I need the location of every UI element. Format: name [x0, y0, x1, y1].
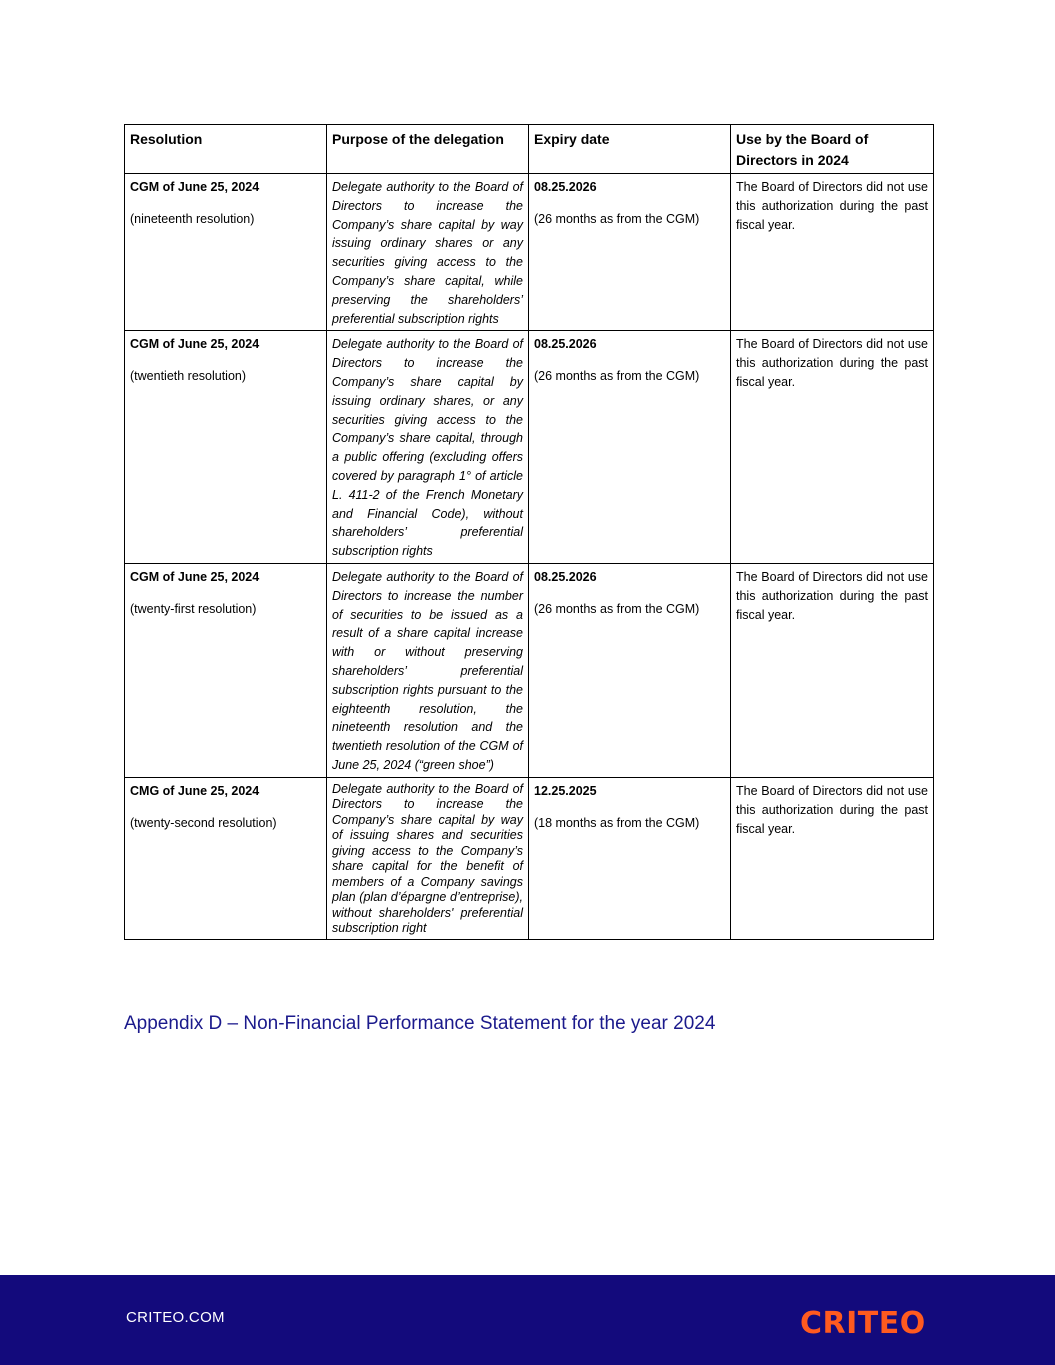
appendix-heading: Appendix D – Non-Financial Performance Statement for the year 2024 — [124, 1013, 716, 1034]
table-row — [125, 331, 934, 564]
purpose-text: Delegate authority to the Board of Directors to increase the Company’s share capital by way of issuing shares and securities giving access to the Company’s share capital for the benefit of members of a Company savings plan (plan d’épargne d’entreprise), without shareholders' preferential subscription right — [332, 781, 523, 936]
expiry-cell — [529, 777, 731, 939]
table-row — [125, 563, 934, 777]
resolution-name: CGM of June 25, 2024 — [130, 180, 260, 194]
expiry-note: (26 months as from the CGM) — [534, 601, 700, 616]
criteo-logo-text: CRITEO — [800, 1306, 926, 1339]
footer-url: CRITEO.COM — [126, 1309, 225, 1326]
usage-cell — [731, 563, 934, 777]
resolutions-table — [124, 124, 934, 940]
usage-text: The Board of Directors did not use this authorization during the past fiscal year. — [736, 337, 928, 390]
usage-text: The Board of Directors did not use this authorization during the past fiscal year. — [736, 569, 928, 622]
header-purpose: Purpose of the delegation — [327, 125, 529, 174]
header-board-usage: Use by the Board of Directors in 2024 — [731, 125, 934, 174]
purpose-text: Delegate authority to the Board of Directors to increase the Company’s share capital by issuing ordinary shares, or any securities giving access to the Company’s share capital, through a public offering (excluding offers covered by paragraph 1° of article L. 411-2 of the French Monetary and Financial Code), without shareholders’ preferential subscription rights — [332, 337, 523, 559]
expiry-date: 12.25.2025 — [534, 783, 597, 798]
resolution-name: CMG of June 25, 2024 — [130, 783, 260, 798]
resolution-number: (twenty-first resolution) — [130, 601, 257, 616]
page-footer — [0, 1275, 1055, 1365]
expiry-note: (26 months as from the CGM) — [534, 369, 700, 384]
resolution-cell — [125, 174, 327, 331]
purpose-cell — [327, 777, 529, 939]
usage-cell — [731, 331, 934, 564]
usage-cell — [731, 174, 934, 331]
resolution-number: (twentieth resolution) — [130, 369, 247, 384]
table-header-row — [125, 125, 934, 174]
resolution-number: (nineteenth resolution) — [130, 212, 255, 226]
resolution-number: (twenty-second resolution) — [130, 815, 277, 830]
resolution-cell — [125, 331, 327, 564]
expiry-note: (18 months as from the CGM) — [534, 815, 700, 830]
expiry-date: 08.25.2026 — [534, 569, 597, 584]
header-resolution: Resolution — [125, 125, 327, 174]
expiry-note: (26 months as from the CGM) — [534, 212, 700, 226]
header-expiry-date: Expiry date — [529, 125, 731, 174]
expiry-date: 08.25.2026 — [534, 180, 597, 194]
expiry-cell — [529, 563, 731, 777]
expiry-cell — [529, 331, 731, 564]
expiry-cell — [529, 174, 731, 331]
table-row — [125, 777, 934, 939]
purpose-text: Delegate authority to the Board of Directors to increase the number of securities to be issued as a result of a share capital increase with or without preserving shareholders’ preferential subscription rights pursuant to the eighteenth resolution, the nineteenth resolution and the twentieth resolution of the CGM of June 25, 2024 (“green shoe”) — [332, 569, 523, 772]
purpose-cell — [327, 331, 529, 564]
resolution-name: CGM of June 25, 2024 — [130, 569, 260, 584]
table-row — [125, 174, 934, 331]
purpose-cell — [327, 174, 529, 331]
resolution-cell — [125, 777, 327, 939]
purpose-cell — [327, 563, 529, 777]
usage-text: The Board of Directors did not use this authorization during the past fiscal year. — [736, 783, 928, 836]
resolution-name: CGM of June 25, 2024 — [130, 337, 260, 352]
usage-text: The Board of Directors did not use this authorization during the past fiscal year. — [736, 180, 928, 232]
resolution-cell — [125, 563, 327, 777]
purpose-text: Delegate authority to the Board of Directors to increase the Company’s share capital by way issuing ordinary shares or any securities giving access to the Company’s share capital, while preserving the shareholders’ preferential subscription rights — [332, 180, 523, 326]
usage-cell — [731, 777, 934, 939]
expiry-date: 08.25.2026 — [534, 337, 597, 352]
criteo-logo — [800, 1303, 930, 1339]
